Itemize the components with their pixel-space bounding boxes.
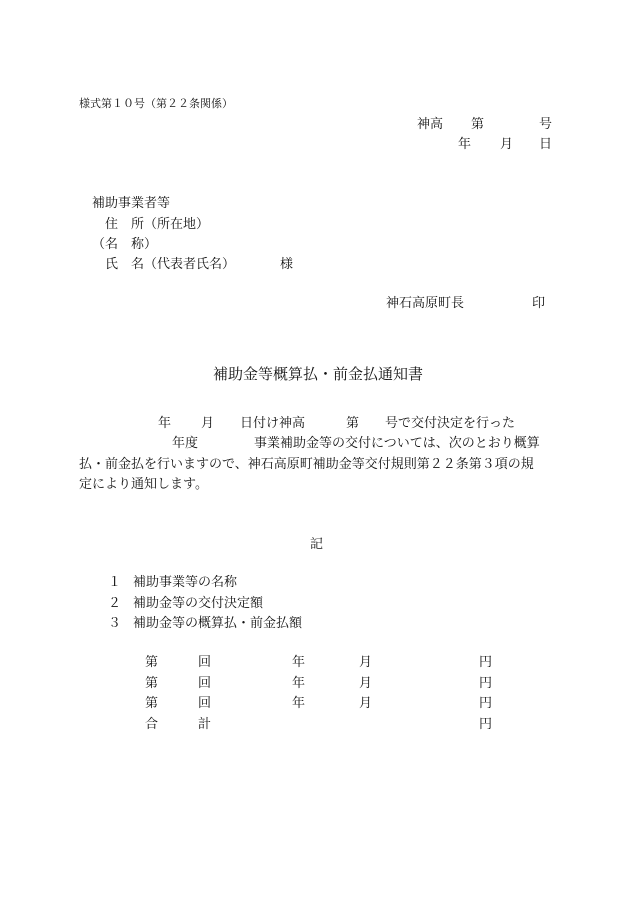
recipient-rep-name: 氏 名（代表者氏名） [105,257,236,272]
payment-year: 年 [292,676,306,691]
total-yen: 円 [479,717,493,732]
total-kei: 計 [198,717,212,732]
body-line3: 払・前金払を行いますので、神石高原町補助金等交付規則第２２条第３項の規 [79,457,534,472]
payment-month: 月 [359,655,373,670]
payment-dai: 第 [145,676,159,691]
item-number: １ [108,575,122,590]
recipient-honorific: 様 [280,257,294,272]
body-line1-mid: 日付け神高 [240,416,306,431]
payment-dai: 第 [145,696,159,711]
payment-yen: 円 [479,676,493,691]
payment-month: 月 [359,696,373,711]
date-month: 月 [500,137,514,152]
date-year: 年 [458,137,472,152]
body-line1-year: 年 [158,416,172,431]
ref-prefix: 神高 [417,117,444,132]
item-label: 補助事業等の名称 [133,575,238,590]
total-go: 合 [145,717,159,732]
payment-year: 年 [292,655,306,670]
payment-month: 月 [359,676,373,691]
ref-dai: 第 [471,117,485,132]
recipient-heading: 補助事業者等 [92,196,171,211]
payment-kai: 回 [198,655,212,670]
payment-yen: 円 [479,655,493,670]
document-title: 補助金等概算払・前金払通知書 [213,365,424,383]
body-line1-end: 号で交付決定を行った [385,416,516,431]
date-day: 日 [539,137,553,152]
ki-heading: 記 [310,537,324,552]
recipient-name-paren: （名 称） [92,237,158,252]
payment-year: 年 [292,696,306,711]
payment-kai: 回 [198,676,212,691]
item-label: 補助金等の概算払・前金払額 [133,616,303,631]
item-label: 補助金等の交付決定額 [133,596,264,611]
payment-dai: 第 [145,655,159,670]
body-line1-dai: 第 [346,416,360,431]
item-number: ３ [108,616,122,631]
payment-kai: 回 [198,696,212,711]
body-line1-month: 月 [201,416,215,431]
body-line2-text: 事業補助金等の交付については、次のとおり概算 [254,436,540,451]
body-line4: 定により通知します。 [79,477,208,492]
item-number: ２ [108,596,122,611]
body-line2-year: 年度 [172,436,199,451]
issuer-seal: 印 [532,296,546,311]
issuer-title: 神石高原町長 [386,296,465,311]
ref-go: 号 [539,117,553,132]
recipient-address: 住 所（所在地） [105,217,210,232]
form-label: 様式第１０号（第２２条関係） [79,97,233,110]
payment-yen: 円 [479,696,493,711]
